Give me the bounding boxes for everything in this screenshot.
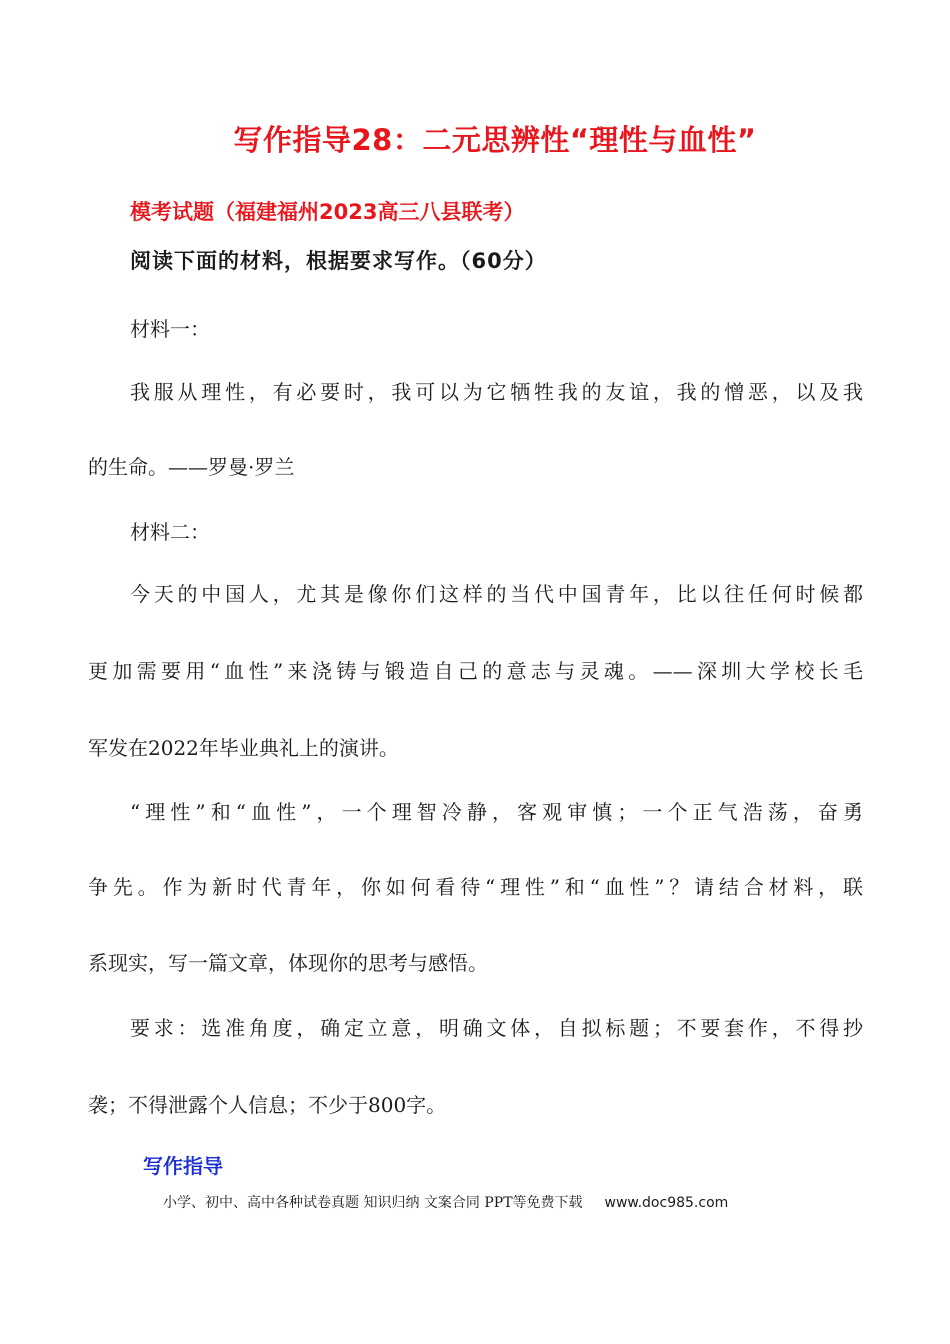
material-one-label: 材料一： [130,317,210,341]
requirements-line: 袭；不得泄露个人信息；不少于800字。 [88,1093,447,1117]
material-one-line: 我服从理性，有必要时，我可以为它牺牲我的友谊，我的憎恶，以及我 [130,380,863,404]
footer-site-link[interactable]: www.doc985.com [604,1195,729,1211]
exam-source-heading: 模考试题（福建福州2023高三八县联考） [130,200,525,224]
material-two-line: 军发在2022年毕业典礼上的演讲。 [88,736,399,760]
material-two-line: 更加需要用“血性”来浇铸与锻造自己的意志与灵魂。——深圳大学校长毛 [88,659,863,683]
prompt-line: 系现实，写一篇文章，体现你的思考与感悟。 [88,951,488,975]
instruction-text: 阅读下面的材料，根据要求写作。（60分） [130,249,547,273]
footer-text: 小学、初中、高中各种试卷真题 知识归纳 文案合同 PPT等免费下载 [163,1195,583,1211]
prompt-line: “理性”和“血性”，一个理智冷静，客观审慎；一个正气浩荡，奋勇 [130,800,863,824]
material-two-line: 今天的中国人，尤其是像你们这样的当代中国青年，比以往任何时候都 [130,582,863,606]
requirements-line: 要求：选准角度，确定立意，明确文体，自拟标题；不要套作，不得抄 [130,1016,863,1040]
page-footer [163,1192,728,1212]
writing-guide-heading: 写作指导 [143,1154,223,1178]
prompt-line: 争先。作为新时代青年，你如何看待“理性”和“血性”？请结合材料，联 [88,875,863,899]
material-two-label: 材料二： [130,520,210,544]
page-title: 写作指导28：二元思辨性“理性与血性” [233,123,757,157]
material-one-line: 的生命。——罗曼·罗兰 [88,455,295,479]
